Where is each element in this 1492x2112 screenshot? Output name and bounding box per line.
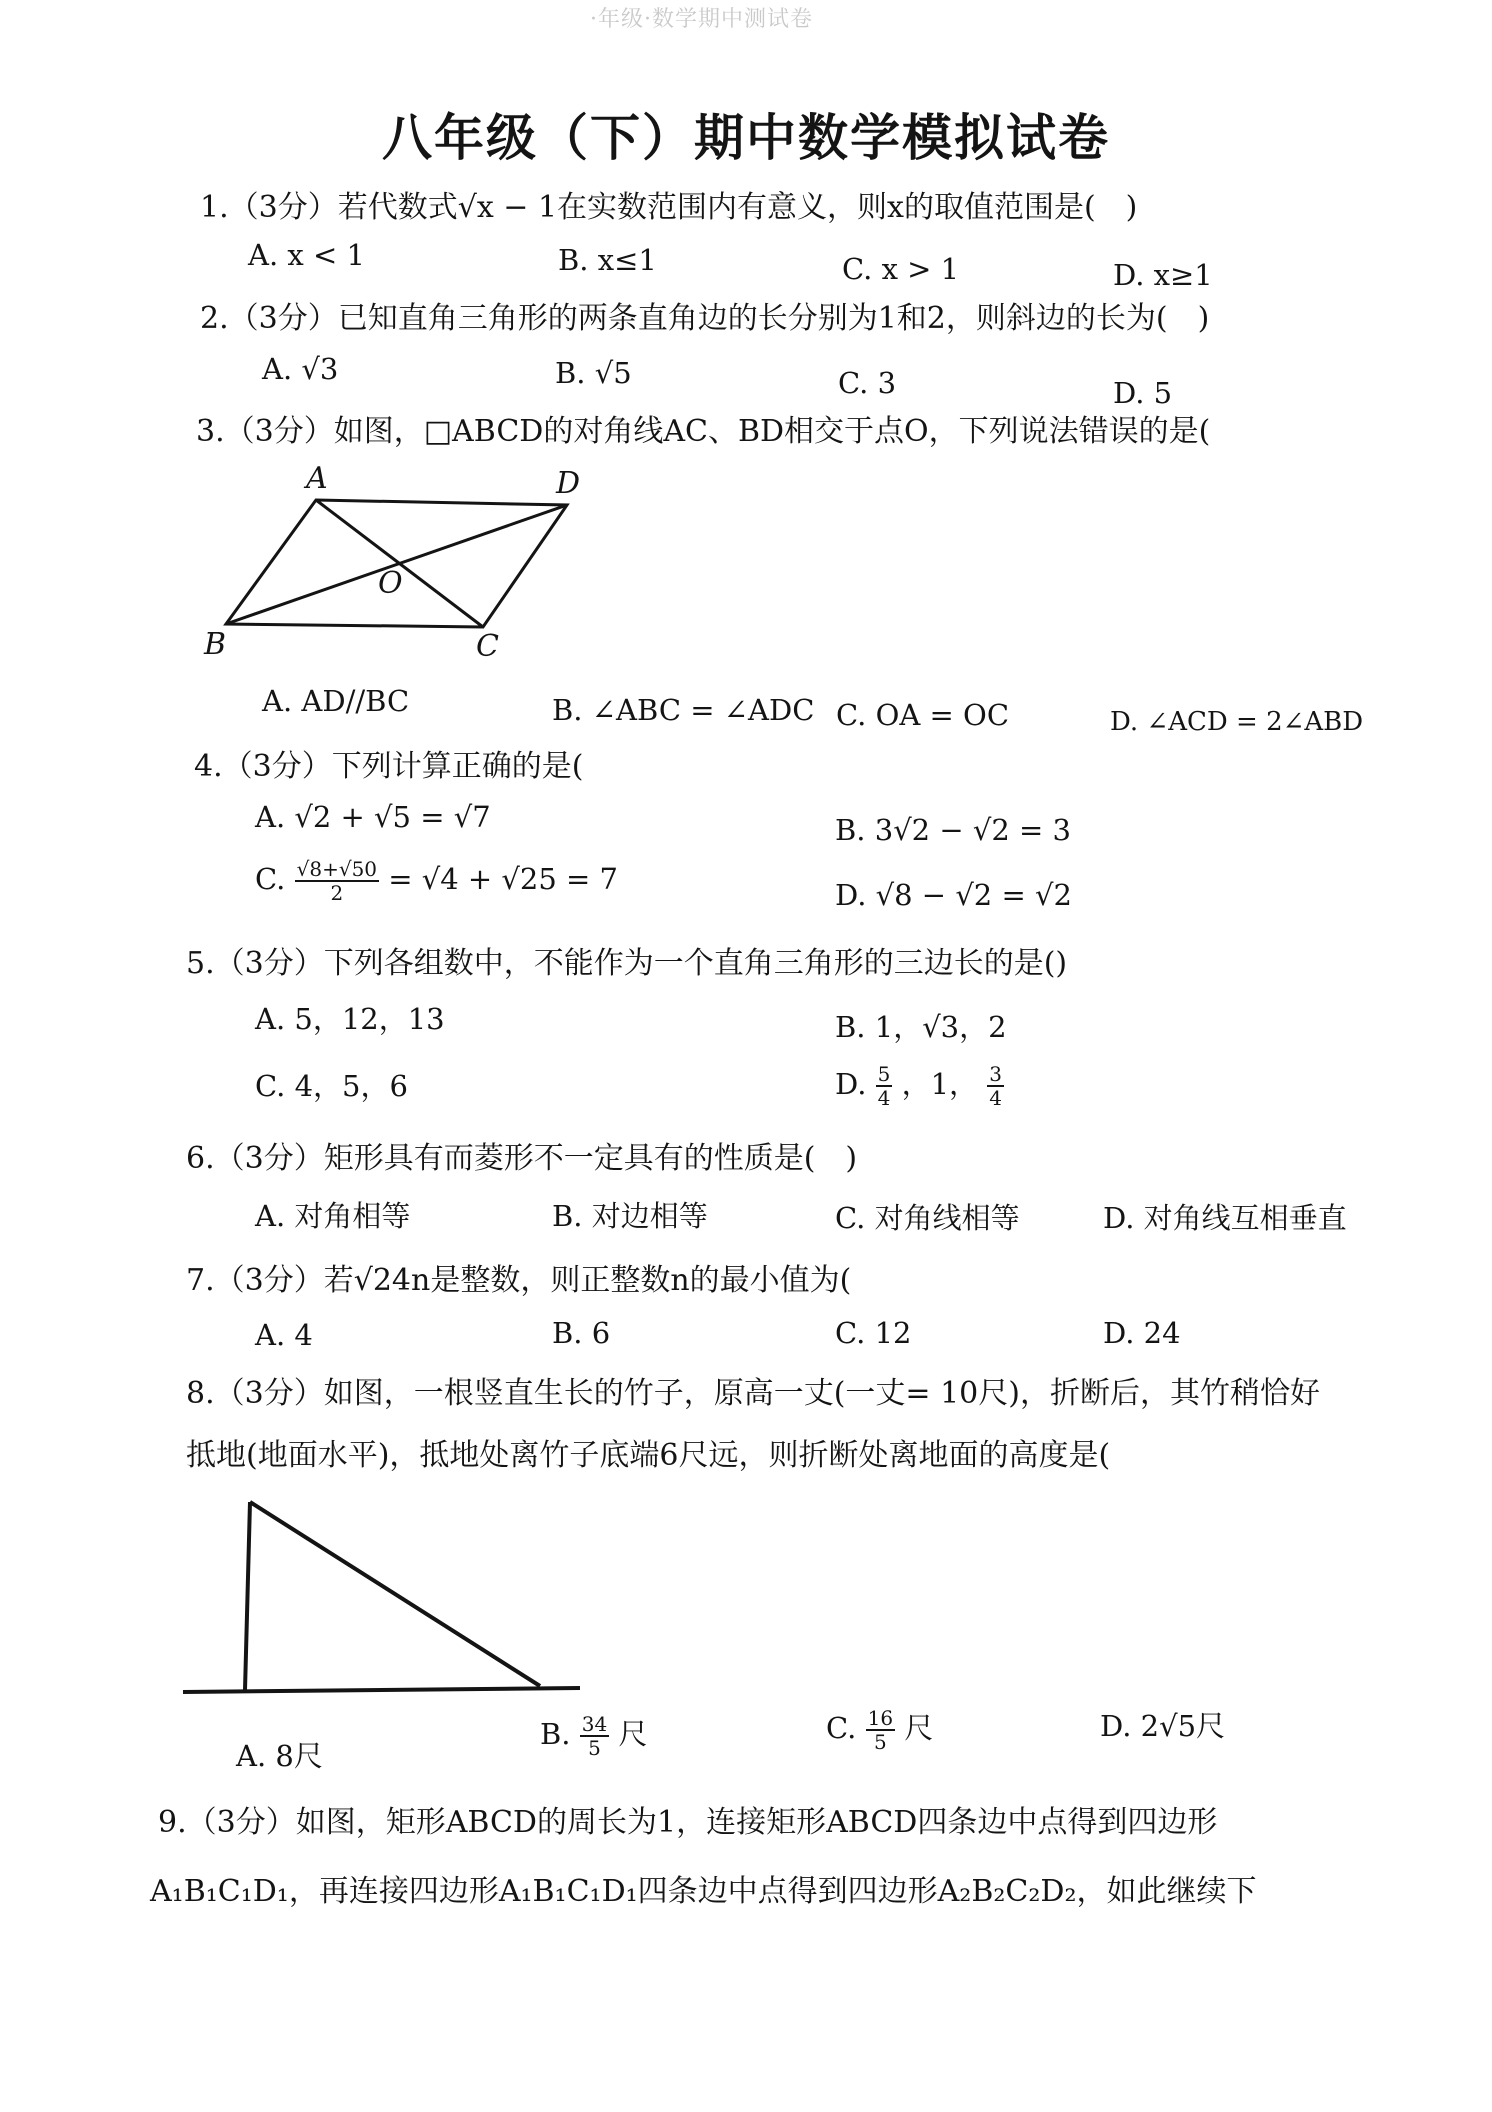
q8-option-c-fraction — [866, 1707, 895, 1753]
vertex-label-c: C — [476, 629, 499, 664]
q4-option-b[interactable]: B. 3√2 − √2 = 3 — [835, 813, 1071, 847]
q5-option-b[interactable]: B. 1，√3，2 — [835, 1010, 1007, 1044]
q8-option-b-suffix: 尺 — [618, 1717, 648, 1751]
bamboo-broken-part — [250, 1502, 540, 1686]
q1-stem: 1.（3分）若代数式√x − 1在实数范围内有意义，则x的取值范围是( ) — [200, 190, 1138, 225]
q1-option-c[interactable]: C. x > 1 — [842, 252, 960, 286]
q5-option-c[interactable]: C. 4，5，6 — [255, 1069, 408, 1103]
q5-option-d-f1-num: 5 — [877, 1062, 891, 1086]
vertex-label-d: D — [556, 466, 581, 501]
q6-option-b[interactable]: B. 对边相等 — [552, 1199, 708, 1233]
vertex-label-b: B — [204, 627, 227, 662]
q8-option-b-num: 34 — [581, 1712, 608, 1736]
q5-stem: 5.（3分）下列各组数中，不能作为一个直角三角形的三边长的是() — [186, 946, 1068, 981]
q7-stem: 7.（3分）若√24n是整数，则正整数n的最小值为( — [186, 1263, 852, 1298]
q5-option-d-f1-den: 4 — [877, 1086, 891, 1110]
exam-title: 八年级（下）期中数学模拟试卷 — [382, 108, 1110, 167]
q7-option-b[interactable]: B. 6 — [552, 1316, 611, 1350]
bamboo-stem — [245, 1502, 250, 1690]
q8-option-b-den: 5 — [588, 1736, 601, 1760]
q8-option-d[interactable]: D. 2√5尺 — [1100, 1709, 1226, 1743]
q5-option-a[interactable]: A. 5，12，13 — [255, 1002, 445, 1036]
q4-option-c-rest: = √4 + √25 = 7 — [388, 862, 618, 896]
q8-option-b-prefix: B. — [540, 1717, 571, 1751]
q8-stem-line1: 8.（3分）如图，一根竖直生长的竹子，原高一丈(一丈= 10尺)，折断后，其竹稍恰好 — [186, 1376, 1320, 1411]
q4-option-c-prefix: C. — [255, 862, 286, 896]
q4-stem: 4.（3分）下列计算正确的是( — [194, 749, 584, 784]
q8-option-c-num: 16 — [867, 1706, 894, 1730]
q5-option-d-f2-num: 3 — [989, 1062, 1003, 1086]
q4-option-d[interactable]: D. √8 − √2 = √2 — [835, 878, 1072, 912]
q7-option-d[interactable]: D. 24 — [1103, 1316, 1181, 1350]
ground-line — [183, 1688, 580, 1692]
q2-option-b[interactable]: B. √5 — [555, 356, 632, 390]
q8-option-c-prefix: C. — [826, 1711, 857, 1745]
q5-option-d-f2-den: 4 — [989, 1086, 1003, 1110]
q3-option-c[interactable]: C. OA = OC — [836, 698, 1010, 732]
q9-stem-line1: 9.（3分）如图，矩形ABCD的周长为1，连接矩形ABCD四条边中点得到四边形 — [158, 1805, 1218, 1840]
vertex-label-a: A — [306, 461, 328, 496]
q8-option-c[interactable] — [826, 1706, 933, 1753]
q8-stem-line2: 抵地(地面水平)，抵地处离竹子底端6尺远，则折断处离地面的高度是( — [186, 1438, 1111, 1473]
q2-option-d[interactable]: D. 5 — [1113, 376, 1173, 410]
q1-option-b[interactable]: B. x≤1 — [558, 243, 657, 277]
q3-option-b[interactable]: B. ∠ABC = ∠ADC — [552, 693, 815, 727]
q9-stem-line2: A₁B₁C₁D₁，再连接四边形A₁B₁C₁D₁四条边中点得到四边形A₂B₂C₂D₂，如此继续下 — [150, 1874, 1257, 1909]
q4-option-c-denominator: 2 — [330, 881, 344, 905]
q1-option-d[interactable]: D. x≥1 — [1113, 258, 1213, 292]
q8-option-c-den: 5 — [873, 1730, 887, 1754]
q3-stem: 3.（3分）如图，□ABCD的对角线AC、BD相交于点O，下列说法错误的是( — [196, 414, 1211, 449]
q2-option-a[interactable]: A. √3 — [262, 352, 339, 386]
q6-option-c[interactable]: C. 对角线相等 — [835, 1201, 1020, 1235]
q4-option-c-numerator: √8+√50 — [296, 857, 378, 881]
q6-option-a[interactable]: A. 对角相等 — [255, 1199, 411, 1233]
q8-option-b-fraction — [580, 1713, 609, 1759]
q6-option-d[interactable]: D. 对角线互相垂直 — [1103, 1201, 1347, 1235]
q8-option-c-suffix: 尺 — [904, 1711, 934, 1745]
q1-option-a[interactable]: A. x < 1 — [248, 238, 365, 272]
q3-option-a[interactable]: A. AD//BC — [262, 684, 410, 718]
q8-option-b[interactable] — [540, 1712, 647, 1759]
q5-option-d-middle: ，1， — [901, 1067, 979, 1101]
q8-option-a[interactable]: A. 8尺 — [236, 1739, 323, 1773]
q7-option-a[interactable]: A. 4 — [255, 1318, 313, 1352]
q7-option-c[interactable]: C. 12 — [835, 1316, 912, 1350]
q4-option-a[interactable]: A. √2 + √5 = √7 — [255, 800, 491, 834]
q2-option-c[interactable]: C. 3 — [838, 366, 897, 400]
point-label-o: O — [378, 566, 403, 601]
q3-option-d[interactable]: D. ∠ACD = 2∠ABD — [1110, 707, 1364, 737]
q5-option-d-prefix: D. — [835, 1067, 867, 1101]
q6-stem: 6.（3分）矩形具有而菱形不一定具有的性质是( ) — [186, 1141, 858, 1176]
q2-stem: 2.（3分）已知直角三角形的两条直角边的长分别为1和2，则斜边的长为( ) — [200, 301, 1210, 336]
faint-header-text: ·年级·数学期中测试卷 — [590, 7, 813, 32]
